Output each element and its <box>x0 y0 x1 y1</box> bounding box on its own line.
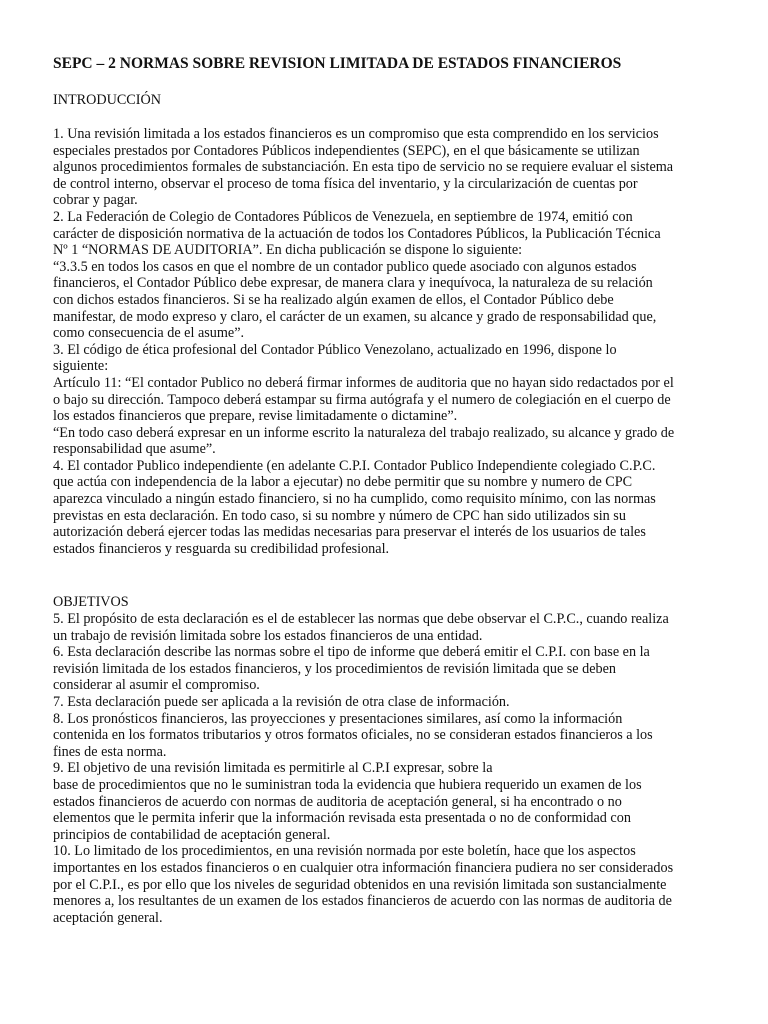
text-line: aparezca vinculado a ningún estado financiero, si no ha cumplido, como requisito mínimo, con las normas <box>53 491 656 508</box>
text-line: por el C.P.I., es por ello que los niveles de seguridad obtenidos en una revisión limitada son sustancialmente <box>53 876 667 893</box>
text-line: 2. La Federación de Colegio de Contadores Públicos de Venezuela, en septiembre de 1974, emitió con <box>53 208 633 225</box>
text-line: importantes en los estados financieros o en cualquier otra información financiera pudiera no ser considerados <box>53 859 674 876</box>
text-line: responsabilidad que asume”. <box>53 441 216 458</box>
paragraph <box>53 843 718 926</box>
text-line: contenida en los formatos tributarios y otros formatos oficiales, no se consideran estados financieros a los <box>53 727 653 744</box>
text-line: 9. El objetivo de una revisión limitada es permitirle al C.P.I expresar, sobre la <box>53 760 493 777</box>
text-line: que actúa con independencia de la labor a ejecutar) no debe permitir que su nombre y numero de CPC <box>53 474 633 491</box>
paragraph <box>53 760 718 843</box>
text-line: “En todo caso deberá expresar en un informe escrito la naturaleza del trabajo realizado, su alcance y grado de <box>53 424 675 441</box>
objectives-section <box>53 611 718 926</box>
paragraph <box>53 458 718 558</box>
text-line: siguiente: <box>53 358 109 375</box>
objectives-heading: OBJETIVOS <box>53 594 129 610</box>
text-line: elementos que le permita inferir que la información revisada esta presentada o no de conformidad con <box>53 810 631 827</box>
text-line: considerar al asumir el compromiso. <box>53 677 260 694</box>
paragraph <box>53 126 718 209</box>
text-line: 7. Esta declaración puede ser aplicada a la revisión de otra clase de información. <box>53 693 510 710</box>
intro-heading: INTRODUCCIÓN <box>53 92 161 108</box>
text-line: especiales prestados por Contadores Públicos independientes (SEPC), en el que básicamente se utilizan <box>53 142 640 159</box>
text-line: algunos procedimientos formales de substanciación. En esta tipo de servicio no se requiere evaluar el sistema <box>53 159 674 176</box>
text-line: menores a, los resultantes de un examen de los estados financieros de acuerdo con las normas de auditoria de <box>53 893 672 910</box>
text-line: 5. El propósito de esta declaración es el de establecer las normas que debe observar el C.P.C., cuando realiza <box>53 611 669 627</box>
text-line: carácter de disposición normativa de la actuación de todos los Contadores Públicos, la Publicación Técnica <box>53 225 661 242</box>
text-line: de control interno, observar el proceso de toma física del inventario, y la circularización de cuentas por <box>53 175 638 192</box>
paragraph <box>53 611 718 644</box>
text-line: previstas en esta declaración. En todo caso, si su nombre y número de CPC han sido utilizados sin su <box>53 507 626 524</box>
text-line: 4. El contador Publico independiente (en adelante C.P.I. Contador Publico Independiente colegiado C.P.C. <box>53 457 656 474</box>
paragraph <box>53 342 718 458</box>
text-line: 8. Los pronósticos financieros, las proyecciones y presentaciones similares, así como la información <box>53 710 623 727</box>
intro-section <box>53 126 718 557</box>
text-line: aceptación general. <box>53 909 163 926</box>
text-line: Artículo 11: “El contador Publico no deberá firmar informes de auditoria que no hayan sido redactados por el <box>53 374 674 391</box>
paragraph <box>53 694 718 711</box>
text-line: 1. Una revisión limitada a los estados financieros es un compromiso que esta comprendido en los servicios <box>53 126 659 142</box>
text-line: como consecuencia de el asume”. <box>53 325 245 342</box>
text-line: Nº 1 “NORMAS DE AUDITORIA”. En dicha publicación se dispone lo siguiente: <box>53 242 523 259</box>
paragraph <box>53 209 718 342</box>
text-line: 3. El código de ética profesional del Contador Público Venezolano, actualizado en 1996, dispone lo <box>53 341 617 358</box>
text-line: estados financieros y resguarda su credibilidad profesional. <box>53 540 390 557</box>
paragraph <box>53 711 718 761</box>
text-line: base de procedimientos que no le suministran toda la evidencia que hubiera requerido un examen de los <box>53 776 642 793</box>
text-line: fines de esta norma. <box>53 743 167 760</box>
text-line: revisión limitada de los estados financieros, y los procedimientos de revisión limitada que se deben <box>53 660 617 677</box>
text-line: “3.3.5 en todos los casos en que el nombre de un contador publico quede asociado con algunos estados <box>53 258 637 275</box>
text-line: un trabajo de revisión limitada sobre los estados financieros de una entidad. <box>53 627 483 644</box>
text-line: financieros, el Contador Público debe expresar, de manera clara y inequívoca, la naturaleza de su relación <box>53 275 653 292</box>
text-line: los estados financieros que prepare, revise limitadamente o dictamine”. <box>53 408 458 425</box>
text-line: principios de contabilidad de aceptación general. <box>53 826 331 843</box>
text-line: autorización deberá ejercer todas las medidas necesarias para preservar el interés de los usuarios de tales <box>53 524 646 541</box>
document-title: SEPC – 2 NORMAS SOBRE REVISION LIMITADA DE ESTADOS FINANCIEROS <box>53 55 622 72</box>
text-line: con dichos estados financieros. Si se ha realizado algún examen de ellos, el Contador Público debe <box>53 291 614 308</box>
text-line: 6. Esta declaración describe las normas sobre el tipo de informe que deberá emitir el C.P.I. con base en la <box>53 644 650 661</box>
paragraph <box>53 644 718 694</box>
text-line: manifestar, de modo expreso y claro, el carácter de un examen, su alcance y grado de responsabilidad que, <box>53 308 657 325</box>
text-line: 10. Lo limitado de los procedimientos, en una revisión normada por este boletín, hace que los aspectos <box>53 843 636 860</box>
text-line: cobrar y pagar. <box>53 192 138 209</box>
text-line: o bajo su dirección. Tampoco deberá estampar su firma autógrafa y el numero de colegiación en el cuerpo de <box>53 391 671 408</box>
text-line: estados financieros de acuerdo con normas de auditoria de aceptación general, si ha encontrado o no <box>53 793 622 810</box>
